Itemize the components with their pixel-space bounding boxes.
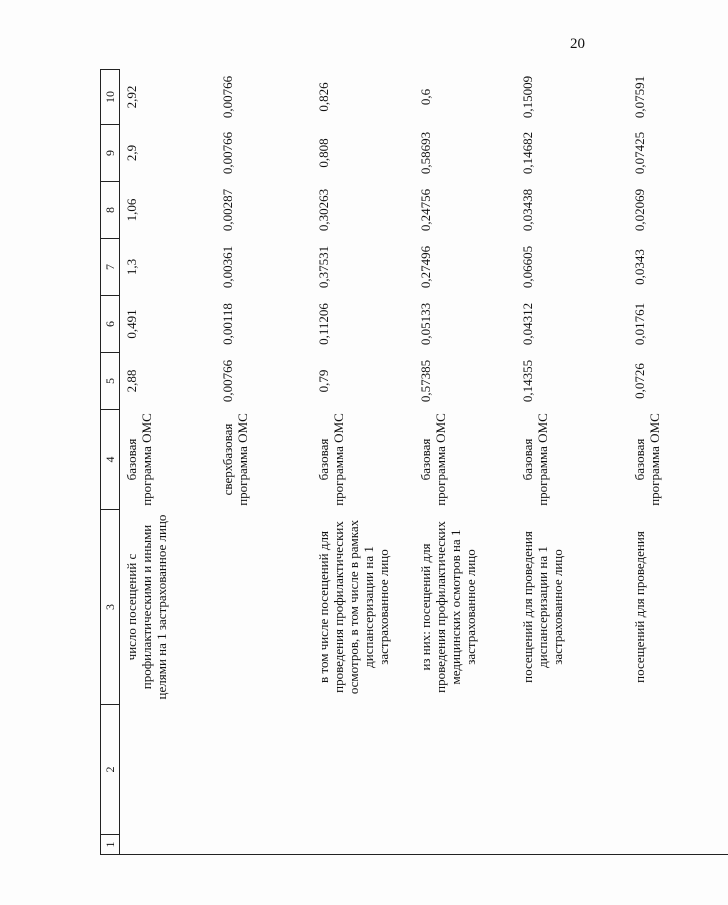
data-table <box>100 69 728 855</box>
value-cell: 0,14355 <box>520 359 535 403</box>
value-cell: 0,79 <box>316 369 331 393</box>
value-cell: 0,58693 <box>418 131 433 175</box>
indicator-cell: посещений для проведения диспансеризации на 1 застрахованное лицо <box>520 531 565 683</box>
value-cell: 0,00766 <box>220 131 235 175</box>
value-cell: 0,00766 <box>220 75 235 119</box>
table-header-row <box>101 70 120 855</box>
column-number: 5 <box>101 353 120 410</box>
indicator-cell: число посещений с профилактическими и иными целями на 1 застрахованное лицо <box>124 514 169 700</box>
value-cell: 0,11206 <box>316 303 331 345</box>
cell-col-2 <box>414 705 516 835</box>
value-cell: 0,15009 <box>520 75 535 119</box>
value-cell: 0,07425 <box>632 131 647 175</box>
value-cell: 0,00118 <box>220 303 235 345</box>
value-cell: 0,491 <box>124 309 139 339</box>
value-cell: 0,03438 <box>520 188 535 232</box>
value-cell: 0,06605 <box>520 245 535 289</box>
indicator-cell <box>216 510 312 705</box>
value-cell: 2,88 <box>124 369 139 393</box>
indicator-cell: из них: посещений для проведения профилактических медицинских осмотров на 1 застрахованное лицо <box>418 521 478 693</box>
program-cell: базовая программа ОМС <box>316 413 346 506</box>
value-cell: 0,07591 <box>632 75 647 119</box>
column-number: 4 <box>101 410 120 510</box>
value-cell: 0,826 <box>316 82 331 112</box>
cell-col-1 <box>216 835 312 855</box>
value-cell: 0,24756 <box>418 188 433 232</box>
value-cell: 0,27496 <box>418 245 433 289</box>
table-row <box>120 70 217 855</box>
value-cell: 0,00766 <box>220 359 235 403</box>
cell-col-1 <box>516 835 628 855</box>
indicator-cell: в том числе посещений для проведения профилактических осмотров, в том числе в рамках диспансеризации на 1 застрахованное лицо <box>316 519 391 695</box>
cell-col-1 <box>120 835 217 855</box>
cell-col-2 <box>628 705 728 835</box>
program-cell: базовая программа ОМС <box>632 413 662 506</box>
table-row <box>414 70 516 855</box>
column-number: 3 <box>101 510 120 705</box>
value-cell: 0,30263 <box>316 188 331 232</box>
value-cell: 0,37531 <box>316 245 331 289</box>
cell-col-1 <box>312 835 414 855</box>
value-cell: 2,92 <box>124 85 139 109</box>
value-cell: 1,3 <box>124 258 139 276</box>
column-number: 6 <box>101 296 120 353</box>
page-number: 20 <box>570 36 585 52</box>
cell-col-2 <box>516 705 628 835</box>
column-number: 10 <box>101 70 120 125</box>
column-number: 8 <box>101 182 120 239</box>
value-cell: 0,02069 <box>632 188 647 232</box>
value-cell: 0,00361 <box>220 245 235 289</box>
value-cell: 2,9 <box>124 144 139 162</box>
cell-col-1 <box>628 835 728 855</box>
column-number: 1 <box>101 835 120 855</box>
value-cell: 0,05133 <box>418 302 433 346</box>
value-cell: 0,6 <box>418 88 433 106</box>
value-cell: 0,04312 <box>520 302 535 346</box>
table-row <box>628 70 728 855</box>
column-number: 7 <box>101 239 120 296</box>
value-cell: 0,14682 <box>520 131 535 175</box>
program-cell: сверхбазовая программа ОМС <box>220 413 250 506</box>
value-cell: 0,0343 <box>632 249 647 285</box>
cell-col-2 <box>216 705 312 835</box>
value-cell: 1,06 <box>124 198 139 222</box>
table-row <box>312 70 414 855</box>
value-cell: 0,00287 <box>220 188 235 232</box>
cell-col-2 <box>312 705 414 835</box>
column-number: 9 <box>101 125 120 182</box>
value-cell: 0,57385 <box>418 359 433 403</box>
table-row <box>516 70 628 855</box>
column-number: 2 <box>101 705 120 835</box>
value-cell: 0,01761 <box>632 302 647 346</box>
program-cell: базовая программа ОМС <box>418 413 448 506</box>
table-row <box>216 70 312 855</box>
cell-col-1 <box>414 835 516 855</box>
value-cell: 0,808 <box>316 138 331 168</box>
rotated-table-container <box>100 70 662 855</box>
value-cell: 0,0726 <box>632 363 647 399</box>
program-cell: базовая программа ОМС <box>124 413 154 506</box>
program-cell: базовая программа ОМС <box>520 413 550 506</box>
cell-col-2 <box>120 705 217 835</box>
indicator-cell: посещений для проведения <box>632 531 647 683</box>
